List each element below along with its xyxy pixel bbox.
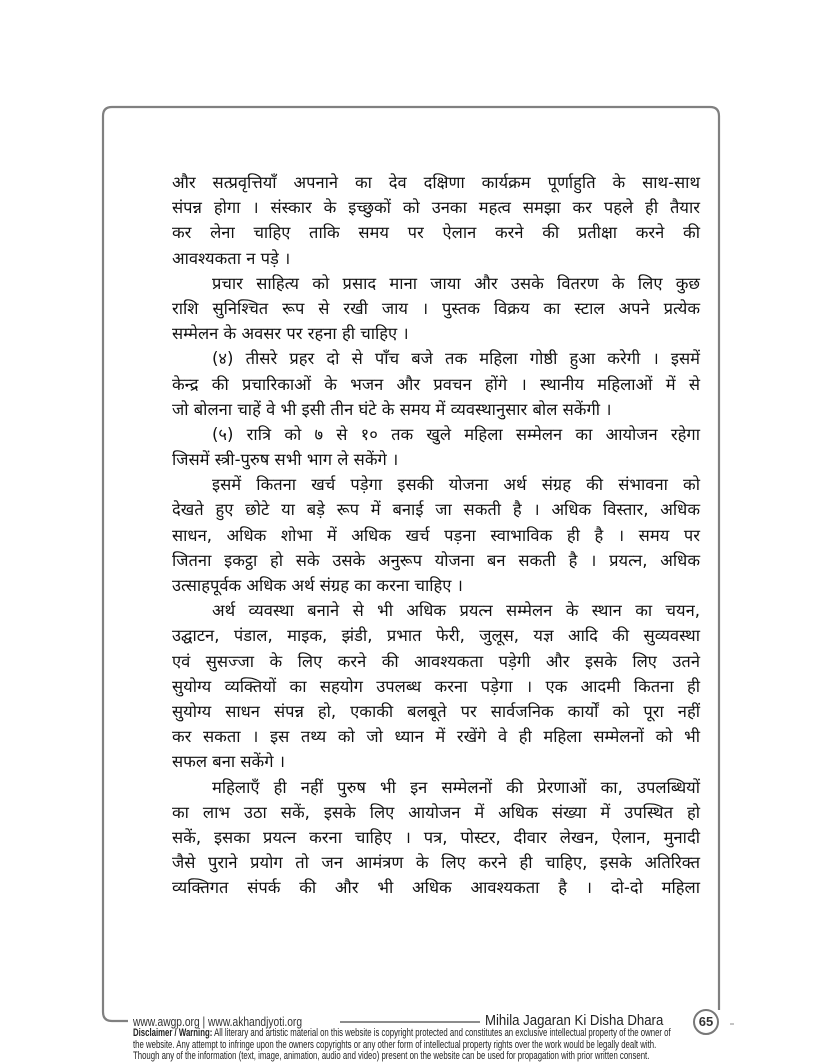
paragraph <box>172 346 700 422</box>
text-line: सुयोग्य साधन संपन्न हो, एकाकी बलबूते पर सार्वजनिक कार्यों को पूरा नहीं <box>172 701 700 721</box>
text-line: संपन्न होगा । संस्कार के इच्छुकों को उनका महत्व समझा कर पहले ही तैयार <box>172 198 700 218</box>
disclaimer-label: Disclaimer / Warning: <box>133 1027 213 1039</box>
paragraph <box>172 170 700 271</box>
text-line: आवश्यकता न पड़े । <box>172 248 291 268</box>
text-line: व्यक्तिगत संपर्क की और भी अधिक आवश्यकता है । दो-दो महिला <box>172 878 700 898</box>
text-line: का लाभ उठा सकें, इसके लिए आयोजन में अधिक संख्या में उपस्थित हो <box>172 802 700 822</box>
text-line: सफल बना सकेंगे । <box>172 752 286 772</box>
text-line: सकें, इसका प्रयत्न करना चाहिए । पत्र, पोस्टर, दीवार लेखन, ऐलान, मुनादी <box>172 827 700 847</box>
disclaimer <box>133 1028 816 1063</box>
paragraph <box>172 472 700 598</box>
text-line: महिलाएँ ही नहीं पुरुष भी इन सम्मेलनों की प्रेरणाओं का, उपलब्धियों <box>212 777 700 797</box>
text-line: उत्साहपूर्वक अधिक अर्थ संग्रह का करना चाहिए । <box>172 576 463 595</box>
text-line: अर्थ व्यवस्था बनाने से भी अधिक प्रयत्न सम्मेलन के स्थान का चयन, <box>212 601 700 621</box>
text-line: कर लेना चाहिए ताकि समय पर ऐलान करने की प्रतीक्षा करने की <box>172 223 700 243</box>
text-line: इसमें कितना खर्च पड़ेगा इसकी योजना अर्थ संग्रह की संभावना को <box>212 475 700 495</box>
text-line: राशि सुनिश्चित रूप से रखी जाय । पुस्तक विक्रय का स्टाल अपने प्रत्येक <box>172 298 700 318</box>
disclaimer-line: Disclaimer / Warning: All literary and artistic material on this website is copyright protected and constitutes an exclusive intellectual property of the owner of <box>133 1027 671 1039</box>
paragraph <box>172 598 700 774</box>
text-line: सुयोग्य व्यक्तियों का सहयोग उपलब्ध करना पड़ेगा । एक आदमी कितना ही <box>172 676 700 696</box>
text-line: सम्मेलन के अवसर पर रहना ही चाहिए । <box>172 324 409 344</box>
paragraph <box>172 422 700 472</box>
text-line: साधन, अधिक शोभा में अधिक खर्च पड़ना स्वाभाविक ही है । समय पर <box>172 525 700 545</box>
text-line: जितना इकट्ठा हो सके उसके अनुरूप योजना बन सकती है । प्रयत्न, अधिक <box>172 550 700 570</box>
text-line: (५) रात्रि को ७ से १० तक खुले महिला सम्मेलन का आयोजन रहेगा <box>212 424 700 444</box>
text-line: जो बोलना चाहें वे भी इसी तीन घंटे के समय में व्यवस्थानुसार बोल सकेंगी । <box>172 399 612 419</box>
paragraph <box>172 271 700 347</box>
paragraph <box>172 775 700 901</box>
text-line: जिसमें स्त्री-पुरुष सभी भाग ले सकेंगे । <box>172 450 399 470</box>
text-line: (४) तीसरे प्रहर दो से पाँच बजे तक महिला गोष्ठी हुआ करेगी । इसमें <box>212 349 700 369</box>
text-line: कर सकता । इस तथ्य को जो ध्यान में रखेंगे वे ही महिला सम्मेलनों को भी <box>172 727 700 747</box>
footer-websites: www.awgp.org | www.akhandjyoti.org <box>133 1015 303 1029</box>
text-line: केन्द्र की प्रचारिकाओं के भजन और प्रवचन होंगे । स्थानीय महिलाओं में से <box>172 374 700 394</box>
text-line: और सत्प्रवृत्तियाँ अपनाने का देव दक्षिणा कार्यक्रम पूर्णाहुति के साथ-साथ <box>172 173 700 192</box>
text-line: एवं सुसज्जा के लिए करने की आवश्यकता पड़ेगी और इसके लिए उतने <box>172 651 700 671</box>
disclaimer-line: Though any of the information (text, image, animation, audio and video) present on the website can be used for propagation with prior written consent. <box>133 1050 650 1062</box>
text-line: देखते हुए छोटे या बड़े रूप में बनाई जा सकती है । अधिक विस्तार, अधिक <box>172 500 700 520</box>
disclaimer-line: the website. Any attempt to infringe upon the owners copyrights or any other form of intellectual property rights over the work would be legally dealt with. <box>133 1038 657 1051</box>
text-line: उद्घाटन, पंडाल, माइक, झंडी, प्रभात फेरी, जुलूस, यज्ञ आदि की सुव्यवस्था <box>172 626 700 646</box>
page-number: 65 <box>698 1014 714 1029</box>
text-line: जैसे पुराने प्रयोग तो जन आमंत्रण के लिए करने ही चाहिए, इसके अतिरिक्त <box>172 853 700 873</box>
body-text <box>172 170 700 900</box>
footer-book-title: Mihila Jagaran Ki Disha Dhara <box>485 1012 664 1029</box>
text-line: प्रचार साहित्य को प्रसाद माना जाया और उसके वितरण के लिए कुछ <box>212 273 700 293</box>
